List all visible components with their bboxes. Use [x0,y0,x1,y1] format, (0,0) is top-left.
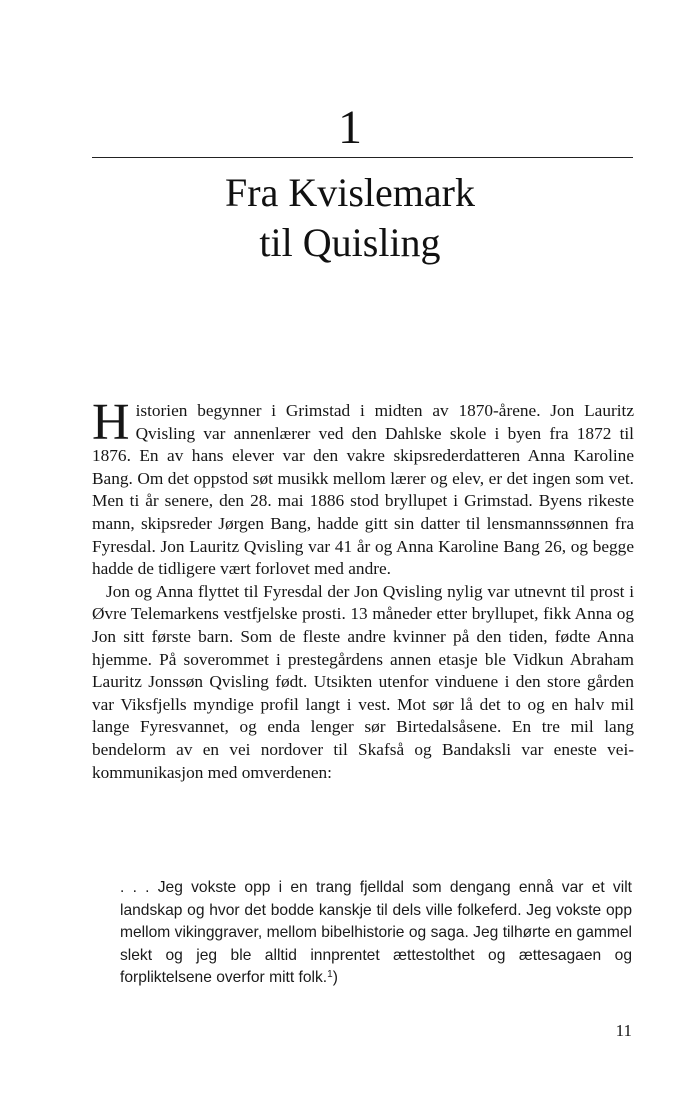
body-text [92,394,634,784]
paragraph-1-text: istorien begynner i Grimstad i midten av 1870-årene. Jon Lauritz Qvisling var annenlærer ved den Dahlske skole i byen fra 1872 til 1876. En av hans elever var den vakre skipsrederdatteren Anna Karoline Bang. Om det oppstod søt musikk mellom lærer og elev, er det ingen som vet. Men ti år senere, den 28. mai 1886 stod bryllupet i Grimstad. Byens rikeste mann, skipsreder Jørgen Bang, hadde gitt sin datter til lensmannssønnen fra Fyresdal. Jon Lauritz Qvisling var 41 år og Anna Karoline Bang 26, og begge hadde de tidligere vært forlovet med andre. [92,401,634,579]
chapter-rule [92,157,633,158]
chapter-title-line-1: Fra Kvislemark [225,170,475,215]
page-number: 11 [615,1021,632,1040]
chapter-number: 1 [338,101,362,154]
paragraph-1 [92,394,634,581]
chapter-title-line-2: til Quisling [259,220,441,265]
paragraph-2: Jon og Anna flyttet til Fyresdal der Jon Qvisling nylig var utnevnt til prost i Øvre Telemarkens vestfjelske prosti. 13 måneder etter bryllupet, fikk Anna og Jon sitt første barn. Som de fleste andre kvinner på den tiden, fødte Anna hjemme. På soverommet i prestegårdens annen etasje ble Vidkun Abraham Lauritz Jonssøn Qvisling født. Utsikten utenfor vinduene i den store gården var Viksfjells myndige profil langt i vest. Mot sør lå det to og en halv mil lange Fyresvannet, og enda lenger sør Birtedalsåsene. En tre mil lang bendelorm av en vei nordover til Skafså og Bandaksli var eneste vei-kommunikasjon med omverdenen: [92,581,634,782]
footnote-marker: 1 [327,969,333,981]
quote-closing: ) [332,969,338,987]
chapter-title [0,168,700,268]
block-quote [120,877,632,990]
drop-cap: H [92,394,130,451]
quote-text: . . . Jeg vokste opp i en trang fjelldal som dengang ennå var et vilt landskap og hvor det bodde kanskje til dels ville folkeferd. Jeg vokste opp mellom vikinggraver, mellom bibelhistorie og saga. Jeg tilhørte en gammel slekt og jeg ble alltid innprentet ættestolthet og ættesagaen og forpliktelsene overfor mitt folk. [120,879,632,987]
